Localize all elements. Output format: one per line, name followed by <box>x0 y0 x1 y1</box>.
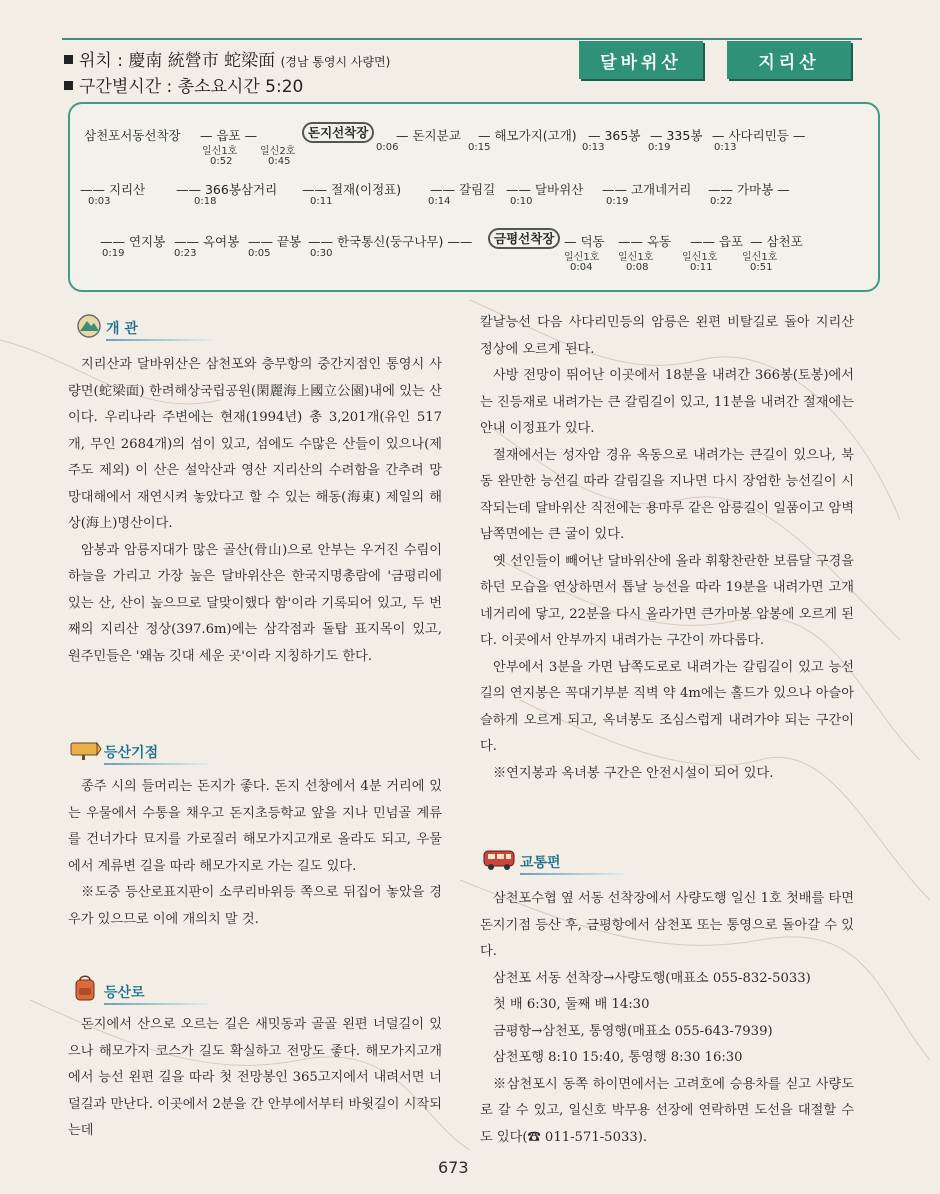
route-time: 0:08 <box>626 262 649 273</box>
location-sub: (경남 통영시 사량면) <box>280 55 391 69</box>
section-trail-heading <box>70 982 220 1010</box>
paragraph: 돈지에서 산으로 오르는 길은 새밋동과 골골 왼편 너덜길이 있으나 해모가지 코스가 길도 확실하고 전망도 좋다. 해모가지고개에서 능선 왼편 길을 따라 첫 전망봉인 365고지에서 내려서면 너덜길과 만난다. 이곳에서 2분을 간 안부에서부터 바윗길이 시작되는데 <box>68 1017 442 1138</box>
paragraph: 첫 배 6:30, 둘째 배 14:30 <box>493 997 650 1012</box>
section-transport-heading <box>482 852 632 878</box>
route-time: 0:18 <box>194 196 217 207</box>
right-column-trail <box>480 310 854 787</box>
route-point: —— 가마봉 — <box>708 182 790 197</box>
tab-jirisan: 지리산 <box>727 41 851 79</box>
paragraph: 종주 시의 들머리는 돈지가 좋다. 돈지 선창에서 4분 거리에 있는 우물에서 수통을 채우고 돈지초등학교 앞을 지나 민넘골 계류를 건너가다 묘지를 가로질러 해모가지고개로 올라도 되고, 우물에서 계류변 길을 따라 해모가지로 가는 길도 있다. <box>68 779 442 874</box>
paragraph: 안부에서 3분을 가면 남쪽도로로 내려가는 갈림길이 있고 능선길의 연지봉은 꼭대기부분 직벽 약 4m에는 홀드가 있으나 아슬아슬하게 오르게 되고, 옥녀봉도 조심스럽게 내려가야 되는 구간이다. <box>480 659 854 754</box>
route-time: 0:19 <box>606 196 629 207</box>
route-time: 0:51 <box>750 262 773 273</box>
paragraph: ※삼천포시 동쪽 하이면에서는 고려호에 승용차를 싣고 사량도로 갈 수 있고, 일신호 박무용 선장에 연락하면 도선을 대절할 수도 있다(☎ 011-571-5033). <box>480 1076 854 1145</box>
route-box <box>68 102 880 292</box>
paragraph: 삼천포수협 옆 서동 선착장에서 사량도행 일신 1호 첫배를 타면 돈지기점 등산 후, 금평항에서 삼천포 또는 통영으로 돌아갈 수 있다. <box>480 891 854 959</box>
route-point: —— 366봉삼거리 <box>176 182 278 197</box>
route-time: 0:11 <box>690 262 713 273</box>
route-point: 삼천포서동선착장 <box>84 128 181 143</box>
tab-dalbawisan: 달바위산 <box>579 41 703 79</box>
paragraph: 금평항→삼천포, 통영행(매표소 055-643-7939) <box>493 1023 773 1039</box>
route-time: 일신1호 <box>618 252 654 263</box>
section-underline <box>520 873 630 875</box>
signpost-icon <box>70 740 102 760</box>
left-column-start <box>68 774 442 933</box>
route-point: —— 연지봉 <box>100 234 166 249</box>
paragraph: 사방 전망이 뛰어난 이곳에서 18분을 내려간 366봉(토봉)에서는 진등재로 내려가는 큰 갈림길이 있고, 11분을 내려간 절재에는 안내 이정표가 있다. <box>480 368 854 436</box>
paragraph: 옛 선인들이 빼어난 달바위산에 올라 휘황찬란한 보름달 구경을 하던 모습을 연상하면서 톱날 능선을 따라 19분을 내려가면 고개네거리에 닿고, 22분을 다시 올라가면 큰가마봉 암봉에 오르게 된다. 이곳에서 안부까지 내려가는 구간이 까다롭다. <box>480 553 854 648</box>
paragraph: 지리산과 달바위산은 삼천포와 충무항의 중간지점인 통영시 사량면(蛇梁面) 한려해상국립공원(閑麗海上國立公園)내에 있는 산이다. 우리나라 주변에는 현재(1994년) 총 3,201개(유인 517개, 무인 2684개)의 섬이 있고, 섬에도 수많은 산들이 있으나(제주도 제외) 이 산은 설악산과 영산 지리산의 수려함을 간추려 망망대해에서 재연시켜 놓았다고 할 수 있는 해동(海東) 제일의 해상(海上)명산이다. <box>68 357 442 531</box>
backpack-icon <box>70 974 102 1002</box>
route-point: —— 고개네거리 <box>602 182 692 197</box>
route-point: —— 갈림길 <box>430 182 496 197</box>
route-time: 0:15 <box>468 142 491 153</box>
route-time: 0:23 <box>174 248 197 259</box>
route-point: —— 지리산 <box>80 182 146 197</box>
route-point: — 돈지분교 <box>396 128 461 143</box>
route-time: 0:04 <box>570 262 593 273</box>
time-line <box>64 72 303 97</box>
route-point: — 335봉 <box>650 128 703 143</box>
route-time: 0:30 <box>310 248 333 259</box>
paragraph: ※도중 등산로표지판이 소쿠리바위등 쪽으로 뒤집어 놓았을 경우가 있으므로 이에 개의치 말 것. <box>68 885 442 927</box>
mountain-icon <box>76 314 102 338</box>
route-point: — 덕동 <box>564 234 605 249</box>
section-start-heading <box>70 742 220 768</box>
route-point-circled: 돈지선착장 <box>302 123 374 141</box>
right-column-transport <box>480 886 854 1151</box>
route-point-circled: 금평선착장 <box>488 229 560 247</box>
left-column-trail <box>68 1012 442 1145</box>
route-time: 일신1호 <box>202 146 238 157</box>
route-time: 0:45 <box>268 156 291 167</box>
page-number: 673 <box>438 1158 469 1177</box>
route-time: 0:05 <box>248 248 271 259</box>
route-time: 0:03 <box>88 196 111 207</box>
section-title: 등산로 <box>104 985 145 1001</box>
route-point: — 사다리민등 — <box>712 128 806 143</box>
route-point: —— 옥여봉 <box>174 234 240 249</box>
time-label: 구간별시간 : 총소요시간 5:20 <box>79 77 304 97</box>
route-point: —— 달바위산 <box>506 182 584 197</box>
location-line <box>64 46 390 71</box>
route-point: —— 한국통신(둥구나무) —— <box>308 234 473 249</box>
route-time: 0:19 <box>648 142 671 153</box>
paragraph: 삼천포 서동 선착장→사량도행(매표소 055-832-5033) <box>493 970 811 986</box>
route-time: 0:06 <box>376 142 399 153</box>
route-time: 일신1호 <box>564 252 600 263</box>
section-underline <box>106 339 216 341</box>
header-rule <box>62 38 862 40</box>
paragraph: 칼날능선 다음 사다리민등의 암릉은 왼편 비탈길로 돌아 지리산 정상에 오르게 된다. <box>480 315 854 357</box>
route-time: 일신1호 <box>742 252 778 263</box>
route-point: — 해모가지(고개) <box>478 128 577 143</box>
left-column-overview <box>68 352 442 670</box>
paragraph: 절재에서는 성자암 경유 옥동으로 내려가는 큰길이 있으나, 북동 완만한 능선길 따라 갈림길을 지나면 다시 장엄한 능선길이 시작되는데 달바위산 직전에는 용마루 같은 암릉길이 일품이고 암벽 남쪽면에는 큰 굴이 있다. <box>480 447 854 542</box>
route-point: —— 절재(이정표) <box>302 182 402 197</box>
section-title: 개 관 <box>106 321 138 337</box>
route-time: 0:19 <box>102 248 125 259</box>
route-point: —— 끝봉 <box>248 234 302 249</box>
section-underline <box>104 763 214 765</box>
route-time: 0:14 <box>428 196 451 207</box>
bullet-square-icon <box>64 81 73 90</box>
section-title: 교통편 <box>520 855 561 871</box>
paragraph: ※연지봉과 옥녀봉 구간은 안전시설이 되어 있다. <box>493 765 774 781</box>
route-point: — 삼천포 <box>750 234 803 249</box>
section-title: 등산기점 <box>104 745 159 761</box>
route-point: —— 옥동 <box>618 234 672 249</box>
route-time: 0:11 <box>310 196 333 207</box>
bus-icon <box>482 849 516 871</box>
route-point: — 읍포 — <box>200 128 258 143</box>
route-point: — 365봉 <box>588 128 641 143</box>
route-time: 0:22 <box>710 196 733 207</box>
route-time: 0:52 <box>210 156 233 167</box>
route-time: 0:10 <box>510 196 533 207</box>
bullet-square-icon <box>64 55 73 64</box>
paragraph: 삼천포행 8:10 15:40, 통영행 8:30 16:30 <box>493 1050 743 1065</box>
section-underline <box>104 1003 214 1005</box>
paragraph: 암봉과 암릉지대가 많은 골산(骨山)으로 안부는 우거진 수림이 하늘을 가리고 가장 높은 달바위산은 한국지명총람에 '금평리에 있는 산, 산이 높으므로 달맞이했다 함'이라 기록되어 있고, 두 번째의 지리산 정상(397.6m)에는 삼각점과 돌탑 표지목이 있고, 원주민들은 '왜놈 깃대 세운 곳'이라 지칭하기도 한다. <box>68 542 442 664</box>
location-label: 위치 : 慶南 統營市 蛇梁面 <box>79 51 276 71</box>
route-point: —— 읍포 <box>690 234 744 249</box>
route-time: 일신2호 <box>260 146 296 157</box>
route-time: 0:13 <box>582 142 605 153</box>
route-time: 일신1호 <box>682 252 718 263</box>
route-time: 0:13 <box>714 142 737 153</box>
section-overview-heading <box>76 318 216 344</box>
